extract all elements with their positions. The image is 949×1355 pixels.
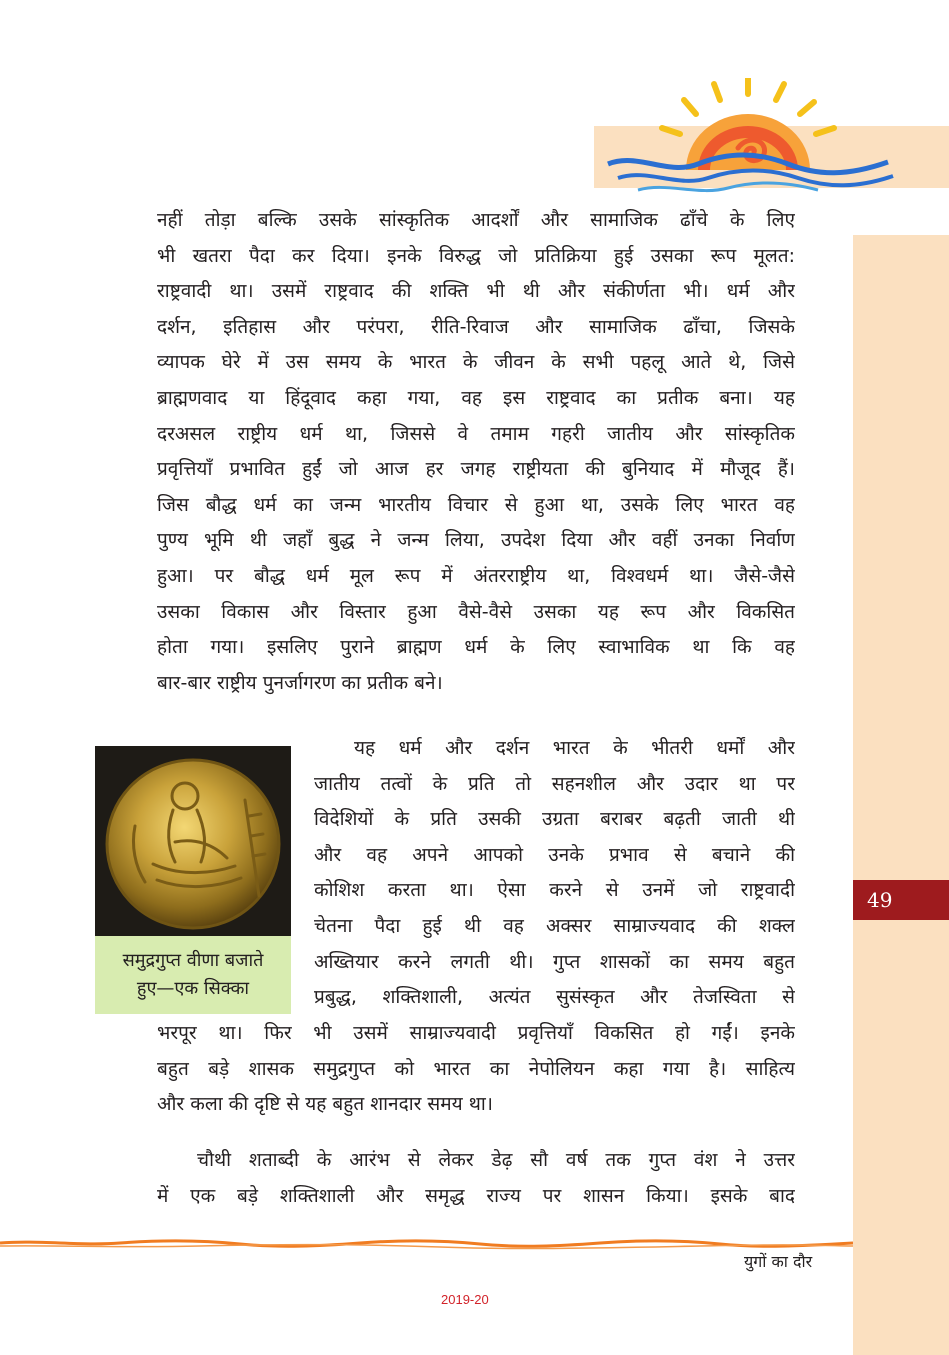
text-line: में एक बड़े शक्तिशाली और समृद्ध राज्य पर शासन किया। इसके बाद [157, 1184, 795, 1207]
text-line: और वह अपने आपको उनके प्रभाव से बचाने की [314, 843, 795, 866]
text-line: व्यापक घेरे में उस समय के भारत के जीवन के सभी पहलू आते थे, जिसे [157, 351, 795, 374]
text-line: ब्राह्मणवाद या हिंदूवाद कहा गया, वह इस राष्ट्रवाद का प्रतीक बना। यह [157, 386, 795, 409]
text-line: बार-बार राष्ट्रीय पुनर्जागरण का प्रतीक बने। [157, 671, 443, 694]
text-line: जातीय तत्वों के प्रति तो सहनशील और उदार था पर [314, 772, 795, 795]
caption-line: हुए—एक सिक्का [136, 978, 250, 999]
coin-photo [95, 746, 291, 936]
paragraph-2-wrapped [314, 731, 795, 1016]
text-line: अख्तियार करने लगती थी। गुप्त शासकों का समय बहुत [314, 950, 795, 973]
text-line: होता गया। इसलिए पुराने ब्राह्मण धर्म के लिए स्वाभाविक था कि वह [157, 636, 795, 659]
text-line: उसका विकास और विस्तार हुआ वैसे-वैसे उसका यह रूप और विकसित [157, 600, 795, 623]
text-line: जिस बौद्ध धर्म का जन्म भारतीय विचार से हुआ था, उसके लिए भारत वह [157, 493, 795, 516]
paragraph-2-continued [157, 1016, 795, 1123]
gold-coin-image [95, 746, 291, 936]
text-line: कोशिश करता था। ऐसा करने से उनमें जो राष्ट्रवादी [314, 879, 795, 902]
text-line: दर्शन, इतिहास और परंपरा, रीति-रिवाज और सामाजिक ढाँचा, जिसके [157, 315, 795, 338]
running-title: युगों का दौर [744, 1252, 813, 1271]
coin-figure [95, 746, 291, 1014]
text-line: नहीं तोड़ा बल्कि उसके सांस्कृतिक आदर्शों और सामाजिक ढाँचे के लिए [157, 209, 795, 231]
footer-rule [0, 1237, 853, 1251]
text-line: भी खतरा पैदा कर दिया। इनके विरुद्ध जो प्रतिक्रिया हुई उसका रूप मूलत: [157, 244, 795, 267]
text-line: चौथी शताब्दी के आरंभ से लेकर डेढ़ सौ वर्ष तक गुप्त वंश ने उत्तर [197, 1149, 795, 1171]
text-line: प्रवृत्तियाँ प्रभावित हुईं जो आज हर जगह राष्ट्रीयता की बुनियाद में मौजूद हैं। [157, 458, 795, 481]
text-line: बहुत बड़े शासक समुद्रगुप्त को भारत का नेपोलियन कहा गया है। साहित्य [157, 1057, 795, 1080]
text-line: राष्ट्रवादी था। उसमें राष्ट्रवाद की शक्ति भी थी और संकीर्णता भी। धर्म और [157, 280, 795, 303]
text-line: भरपूर था। फिर भी उसमें साम्राज्यवादी प्रवृत्तियाँ विकसित हो गईं। इनके [157, 1022, 795, 1044]
year-stamp: 2019-20 [441, 1292, 489, 1307]
text-line: चेतना पैदा हुई थी वह अक्सर साम्राज्यवाद की शक्ल [314, 914, 795, 937]
sun-waves-illustration [598, 78, 898, 196]
text-line: यह धर्म और दर्शन भारत के भीतरी धर्मों और [354, 737, 795, 759]
figure-caption [95, 936, 291, 1014]
text-line: हुआ। पर बौद्ध धर्म मूल रूप में अंतरराष्ट्रीय था, विश्वधर्म था। जैसे-जैसे [157, 564, 795, 587]
side-margin-band [853, 235, 949, 1355]
caption-line: समुद्रगुप्त वीणा बजाते [122, 950, 264, 971]
text-line: विदेशियों के प्रति उसकी उग्रता बराबर बढ़ती जाती थी [314, 808, 795, 831]
text-line: दरअसल राष्ट्रीय धर्म था, जिससे वे तमाम गहरी जातीय और सांस्कृतिक [157, 422, 795, 445]
page-number: 49 [853, 880, 949, 920]
text-line: पुण्य भूमि थी जहाँ बुद्ध ने जन्म लिया, उपदेश दिया और वहीं उनका निर्वाण [157, 529, 795, 552]
paragraph-3 [157, 1143, 795, 1214]
paragraph-1 [157, 203, 795, 701]
text-line: प्रबुद्ध, शक्तिशाली, अत्यंत सुसंस्कृत और तेजस्विता से [314, 986, 795, 1009]
text-line: और कला की दृष्टि से यह बहुत शानदार समय था। [157, 1093, 493, 1116]
